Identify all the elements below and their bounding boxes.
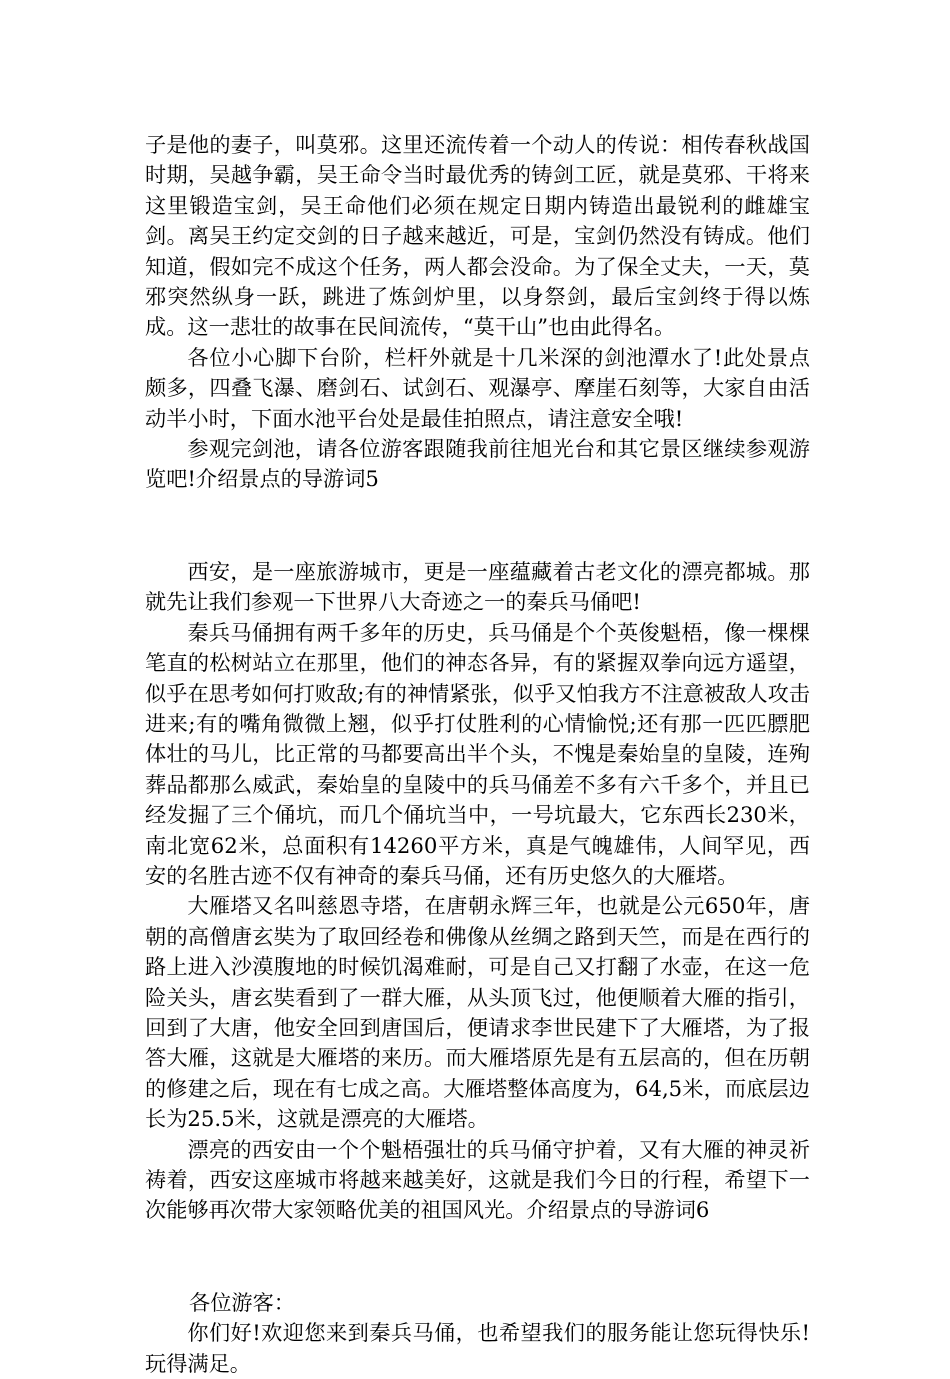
paragraph-terracotta-army: 秦兵马俑拥有两千多年的历史，兵马俑是个个英俊魁梧，像一棵棵笔直的松树站立在那里，他们的神态各异，有的紧握双拳向远方遥望，似乎在思考如何打败敌;有的神情紧张，似乎又怕我方不注意被敌人攻击进来;有的嘴角微微上翘，似乎打仗胜利的心情愉悦;还有那一匹匹膘肥体壮的马儿，比正常的马都要高出半个头，不愧是秦始皇的皇陵，连殉葬品都那么威武，秦始皇的皇陵中的兵马俑差不多有六千多个，并且已经发掘了三个俑坑，而几个俑坑当中，一号坑最大，它东西长230米，南北宽62米，总面积有14260平方米，真是气魄雄伟，人间罕见，西安的名胜古迹不仅有神奇的秦兵马俑，还有历史悠久的大雁塔。 xyxy=(145,619,810,888)
section-gap xyxy=(145,495,810,557)
section-gap xyxy=(145,1226,810,1288)
paragraph-welcome: 你们好!欢迎您来到秦兵马俑，也希望我们的服务能让您玩得快乐!玩得满足。 xyxy=(145,1320,810,1376)
paragraph-salutation: 各位游客： xyxy=(189,1289,295,1315)
paragraph-jianchi-safety: 各位小心脚下台阶，栏杆外就是十几米深的剑池潭水了!此处景点颇多，四叠飞瀑、磨剑石、试剑石、观瀑亭、摩崖石刻等，大家自由活动半小时，下面水池平台处是最佳拍照点，请注意安全哦! xyxy=(145,344,810,431)
paragraph-xian-intro: 西安，是一座旅游城市，更是一座蕴藏着古老文化的漂亮都城。那就先让我们参观一下世界八大奇迹之一的秦兵马俑吧! xyxy=(145,558,810,615)
paragraph-jianchi-next-stop: 参观完剑池，请各位游客跟随我前往旭光台和其它景区继续参观游览吧!介绍景点的导游词5 xyxy=(145,436,810,492)
paragraph-legend-of-moxie: 子是他的妻子，叫莫邪。这里还流传着一个动人的传说：相传春秋战国时期，吴越争霸，吴王命令当时最优秀的铸剑工匠，就是莫邪、干将来这里锻造宝剑，吴王命他们必须在规定日期内铸造出最锐利的雌雄宝剑。离吴王约定交剑的日子越来越近，可是，宝剑仍然没有铸成。他们知道，假如完不成这个任务，两人都会没命。为了保全丈夫，一天，莫邪突然纵身一跃，跳进了炼剑炉里，以身祭剑，最后宝剑终于得以炼成。这一悲壮的故事在民间流传，“莫干山”也由此得名。 xyxy=(145,132,810,340)
paragraph-xian-closing: 漂亮的西安由一个个魁梧强壮的兵马俑守护着，又有大雁的神灵祈祷着，西安这座城市将越来越美好，这就是我们今日的行程，希望下一次能够再次带大家领略优美的祖国风光。介绍景点的导游词6 xyxy=(145,1136,810,1223)
document-page xyxy=(145,130,810,1379)
paragraph-big-wild-goose-pagoda: 大雁塔又名叫慈恩寺塔，在唐朝永辉三年，也就是公元650年，唐朝的高僧唐玄奘为了取回经卷和佛像从丝绸之路到天竺，而是在西行的路上进入沙漠腹地的时候饥渴难耐，可是自己又打翻了水壶，在这一危险关头，唐玄奘看到了一群大雁，从头顶飞过，他便顺着大雁的指引，回到了大唐，他安全回到唐国后，便请求李世民建下了大雁塔，为了报答大雁，这就是大雁塔的来历。而大雁塔原先是有五层高的，但在历朝的修建之后，现在有七成之高。大雁塔整体高度为，64,5米，而底层边长为25.5米，这就是漂亮的大雁塔。 xyxy=(145,893,810,1132)
